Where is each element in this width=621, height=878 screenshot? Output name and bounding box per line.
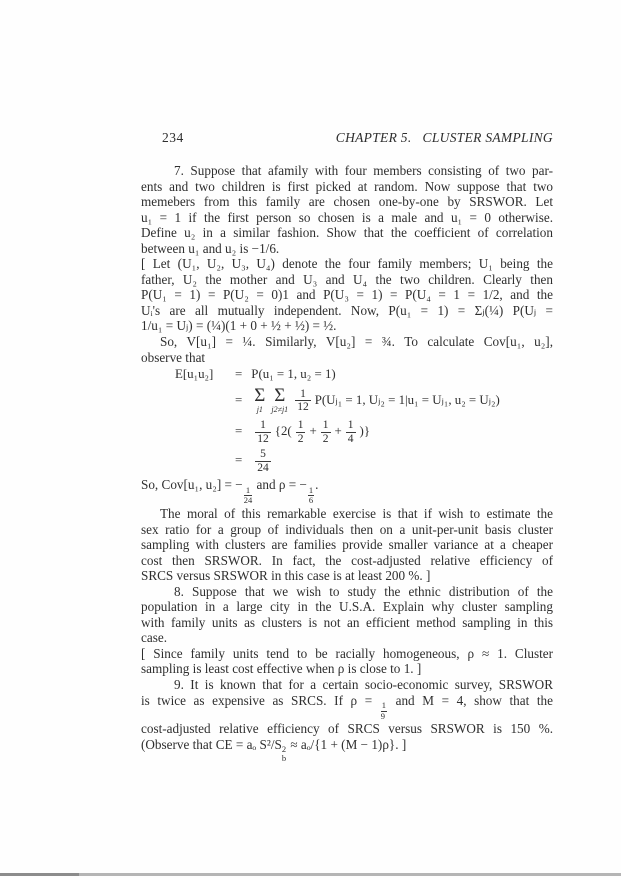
sum-limit: j1: [256, 405, 263, 415]
moral-line-3: sampling with clusters are families provide smaller variance at a cheaper: [141, 537, 553, 553]
equation-row-4: [175, 447, 553, 475]
fraction-numerator: 1: [308, 484, 314, 495]
fraction-1-2: [296, 419, 306, 445]
fraction-1-2: [321, 419, 331, 445]
display-equation-block: [141, 366, 553, 475]
sol7-line-5: 1/u₁ = Uⱼ) = (¼)(1 + 0 + ½ + ½) = ½.: [141, 318, 337, 334]
equals-sign: =: [235, 367, 243, 382]
equation-rhs: P(Uⱼ₁ = 1, Uⱼ₂ = 1|u₁ = Uⱼ₁, u₂ = Uⱼ₂): [314, 392, 500, 407]
fraction-5-24: [255, 448, 271, 474]
equals-sign: =: [235, 453, 243, 468]
ex9-line-2-text: is twice as expensive as SRCS. If ρ =: [141, 692, 380, 708]
ex7-line-4: u₁ = 1 if the first person so chosen is a male and u₁ = 0 otherwise.: [141, 209, 553, 225]
page-header: [141, 130, 553, 146]
close-brace: )}: [359, 424, 371, 439]
ex9-line-4-text: (Observe that CE = aₒ S²/S: [141, 736, 282, 752]
cov-text: So, Cov[u₁, u₂] = −: [141, 477, 243, 493]
summation-symbol: [271, 387, 288, 414]
fraction-denominator: 4: [347, 432, 354, 445]
fraction-numerator: 1: [381, 700, 387, 711]
sol7-line-6: So, V[u₁] = ¼. Similarly, V[u₂] = ¾. To calculate Cov[u₁, u₂],: [160, 334, 553, 350]
open-brace: {2(: [274, 424, 292, 439]
sol8-line-1: [ Since family units tend to be racially homogeneous, ρ ≈ 1. Cluster: [141, 645, 553, 661]
sigma-glyph: Σ: [254, 385, 266, 407]
fraction-numerator: 5: [255, 448, 271, 461]
ex8-line-3: with family units as clusters is not an efficient method sampling in this: [141, 614, 553, 630]
ex8-line-1: 8. Suppose that we wish to study the ethnic distribution of the: [174, 583, 553, 599]
horizontal-scrollbar[interactable]: [0, 873, 621, 876]
fraction-denominator: 24: [257, 461, 269, 474]
fraction-denominator: 9: [380, 710, 386, 721]
fraction-denominator: 2: [297, 432, 304, 445]
ex7-line-1: 7. Suppose that afamily with four members consisting of two par-: [174, 163, 553, 178]
equation-rhs: P(u₁ = 1, u₂ = 1): [251, 367, 336, 382]
fraction-numerator: 1: [347, 419, 354, 432]
ex7-line-5: Define u₂ in a similar fashion. Show that the coefficient of correlation: [141, 225, 553, 241]
sol7-line-7: observe that: [141, 349, 206, 365]
ex9-line-3: cost-adjusted relative efficiency of SRCS versus SRSWOR is 150 %.: [141, 721, 553, 737]
moral-line-4: cost then SRSWOR. In fact, the cost-adjusted relative efficiency of: [141, 552, 553, 568]
ex9-line-4-text: ≈ aₒ/{1 + (M − 1)ρ}. ]: [287, 736, 407, 752]
fraction-denominator: 6: [308, 495, 314, 506]
sol7-line-1: [ Let (U₁, U₂, U₃, U₄) denote the four family members; U₁ being the: [141, 256, 553, 272]
ex7-line-2: ents and two children is first picked at random. Now suppose that two: [141, 178, 553, 194]
fraction-denominator: 24: [243, 495, 253, 506]
rho-text: and ρ = −: [253, 477, 307, 493]
moral-line-1: The moral of this remarkable exercise is that if wish to estimate the: [160, 505, 553, 521]
moral-line-5: SRCS versus SRSWOR in this case is at least 200 %. ]: [141, 568, 431, 584]
sol8-line-2: sampling is least cost effective when ρ is close to 1. ]: [141, 661, 422, 677]
plus-sign: +: [309, 424, 317, 439]
summation-symbol: [254, 387, 265, 414]
sol7-line-3: P(U₁ = 1) = P(U₂ = 0)1 and P(U₃ = 1) = P(U₄ = 1 = 1/2, and the: [141, 287, 553, 303]
fraction-1-12: [295, 388, 311, 414]
plus-sign: +: [334, 424, 342, 439]
fraction-numerator: 1: [295, 388, 311, 401]
fraction-numerator: 1: [255, 419, 271, 432]
ex9-line-2-text: and M = 4, show that the: [388, 692, 553, 708]
fraction-numerator: 1: [322, 419, 329, 432]
equation-row-3: [175, 417, 553, 447]
ex8-line-2: population in a large city in the U.S.A. Explain why cluster sampling: [141, 599, 553, 615]
text-block: [141, 163, 553, 763]
equation-row-1: [175, 366, 553, 384]
equation-row-2: [175, 384, 553, 417]
equation-lhs: E[u₁u₂]: [175, 367, 214, 382]
sol7-line-4: Uᵢ's are all mutually independent. Now, P(u₁ = 1) = Σⱼ(¼) P(Uⱼ =: [141, 302, 553, 318]
running-title: CHAPTER 5. CLUSTER SAMPLING: [335, 130, 553, 145]
sum-limit: j2≠j1: [271, 405, 289, 415]
moral-line-2: sex ratio for a group of individuals then on a unit-per-unit basis cluster: [141, 521, 553, 537]
scrollbar-thumb[interactable]: [0, 873, 79, 876]
sigma-glyph: Σ: [274, 385, 286, 407]
fraction-denominator: 12: [257, 432, 269, 445]
fraction-1-24: [244, 486, 253, 506]
fraction-numerator: 1: [244, 486, 253, 497]
ex9-line-2: [141, 693, 553, 722]
ex7-line-6: between u₁ and u₂ is −1/6.: [141, 240, 280, 256]
fraction-denominator: 2: [322, 432, 329, 445]
subscript-b: b: [281, 753, 287, 764]
equals-sign: =: [235, 424, 243, 439]
ex8-line-4: case.: [141, 630, 167, 646]
page-number: 234: [162, 130, 184, 145]
s-b-squared-scripts: [282, 745, 286, 763]
fraction-1-9: [381, 701, 387, 721]
fraction-1-12: [255, 419, 271, 445]
sol7-line-2: father, U₂ the mother and U₃ and U₄ the two children. Clearly then: [141, 271, 553, 287]
cov-result-line: [141, 477, 553, 506]
fraction-numerator: 1: [297, 419, 304, 432]
fraction-1-4: [346, 419, 356, 445]
ex7-line-3: memebers from this family are chosen one-by-one by SRSWOR. Let: [141, 194, 553, 210]
ex9-line-4: [141, 737, 553, 763]
equals-sign: =: [235, 392, 243, 407]
ex9-line-1: 9. It is known that for a certain socio-economic survey, SRSWOR: [174, 676, 553, 692]
fraction-1-6: [308, 486, 314, 506]
fraction-denominator: 12: [297, 401, 309, 414]
period: .: [315, 477, 319, 493]
superscript-2: 2: [281, 743, 287, 754]
